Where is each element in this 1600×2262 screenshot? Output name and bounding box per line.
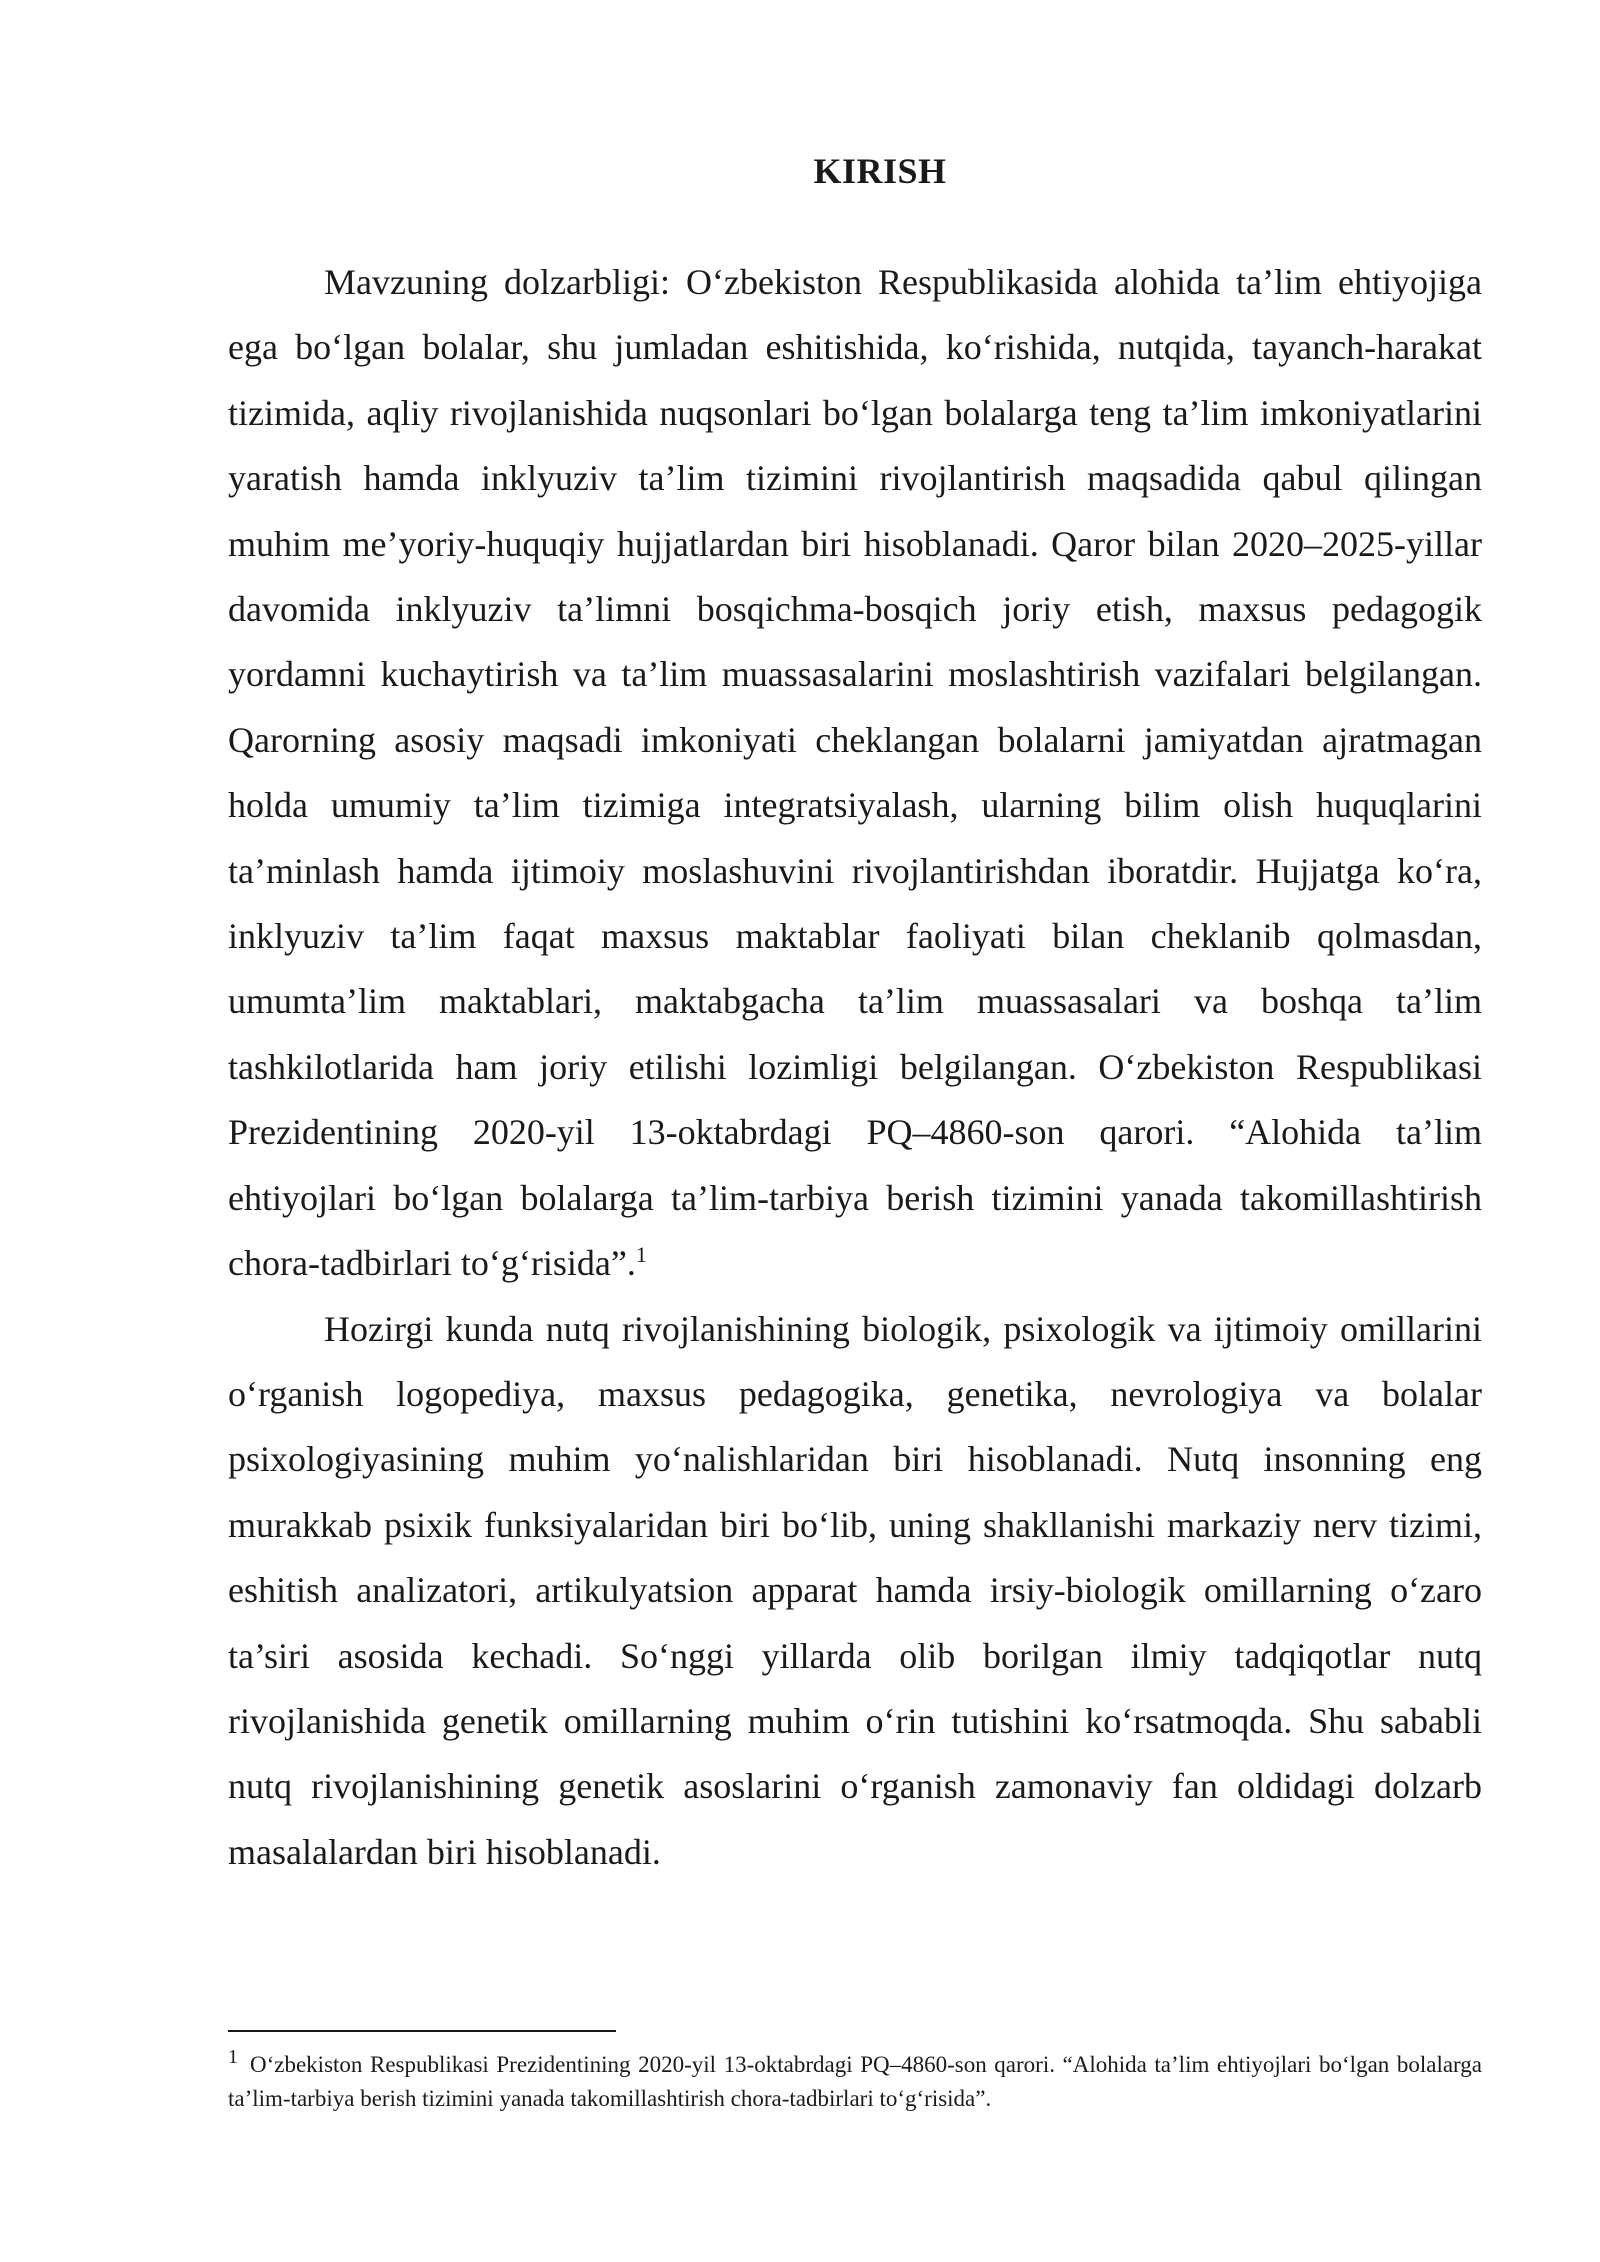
body-text (228, 250, 1482, 1885)
page-title: KIRISH (813, 151, 947, 191)
footnote-text: O‘zbekiston Respublikasi Prezidentining 2020-yil 13-oktabrdagi PQ–4860-son qarori. “Alohida ta’lim ehtiyojlari bo‘lgan bolalarga ta’lim-tarbiya berish tizimini yanada takomillashtirish chora-tadbirlari to‘g‘risida”. (228, 2052, 1482, 2111)
footnote-reference[interactable]: 1 (635, 1242, 647, 1268)
footnote-separator (228, 2030, 616, 2032)
paragraph-relevance (228, 250, 1482, 1297)
paragraph-speech-development: Hozirgi kunda nutq rivojlanishining biologik, psixologik va ijtimoiy omillarini o‘rganish logopediya, maxsus pedagogika, genetika, nevrologiya va bolalar psixologiyasining muhim yo‘nalishlaridan biri hisoblanadi. Nutq insonning eng murakkab psixik funksiyalaridan biri bo‘lib, uning shakllanishi markaziy nerv tizimi, eshitish analizatori, artikulyatsion apparat hamda irsiy-biologik omillarning o‘zaro ta’siri asosida kechadi. So‘nggi yillarda olib borilgan ilmiy tadqiqotlar nutq rivojlanishida genetik omillarning muhim o‘rin tutishini ko‘rsatmoqda. Shu sababli nutq rivojlanishining genetik asoslarini o‘rganish zamonaviy fan oldidagi dolzarb masalalardan biri hisoblanadi. (228, 1308, 1482, 1872)
footnote-number: 1 (228, 2046, 238, 2069)
footnote (228, 2048, 1482, 2116)
paragraph-relevance-text: Mavzuning dolzarbligi: O‘zbekiston Respublikasida alohida ta’lim ehtiyojiga ega bo‘lgan bolalar, shu jumladan eshitishida, ko‘rishida, nutqida, tayanch-harakat tizimida, aqliy rivojlanishida nuqsonlari bo‘lgan bolalarga teng ta’lim imkoniyatlarini yaratish hamda inklyuziv ta’lim tizimini rivojlantirish maqsadida qabul qilingan muhim me’yoriy-huquqiy hujjatlardan biri hisoblanadi. Qaror bilan 2020–2025-yillar davomida inklyuziv ta’limni bosqichma-bosqich joriy etish, maxsus pedagogik yordamni kuchaytirish va ta’lim muassasalarini moslashtirish vazifalari belgilangan. Qarorning asosiy maqsadi imkoniyati cheklangan bolalarni jamiyatdan ajratmagan holda umumiy ta’lim tizimiga integratsiyalash, ularning bilim olish huquqlarini ta’minlash hamda ijtimoiy moslashuvini rivojlantirishdan iboratdir. Hujjatga ko‘ra, inklyuziv ta’lim faqat maxsus maktablar faoliyati bilan cheklanib qolmasdan, umumta’lim maktablari, maktabgacha ta’lim muassasalari va boshqa ta’lim tashkilotlarida ham joriy etilishi lozimligi belgilangan. O‘zbekiston Respublikasi Prezidentining 2020-yil 13-oktabrdagi PQ–4860-son qarori. “Alohida ta’lim ehtiyojlari bo‘lgan bolalarga ta’lim-tarbiya berish tizimini yanada takomillashtirish chora-tadbirlari to‘g‘risida”. (228, 262, 1482, 1284)
